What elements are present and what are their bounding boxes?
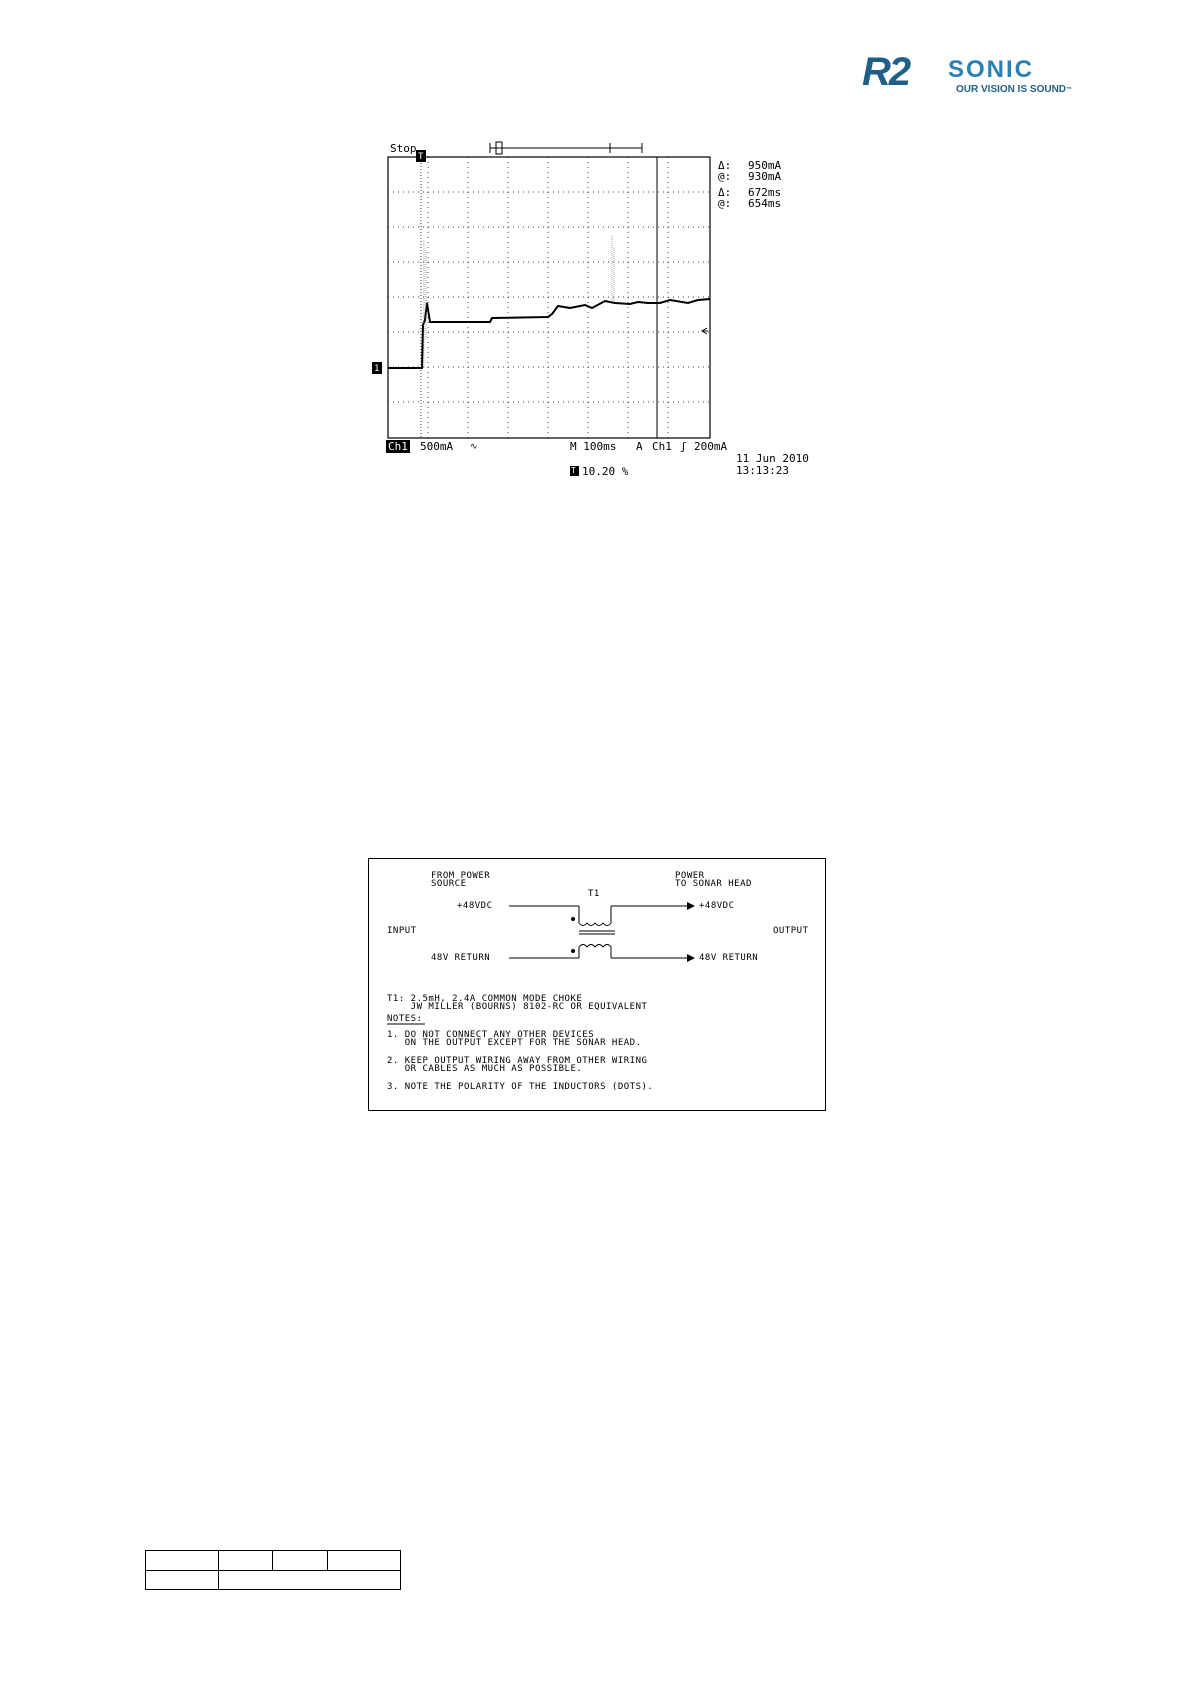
- trigger-position: 10.20 %: [582, 465, 629, 478]
- capture-date: 11 Jun 2010: [736, 452, 809, 465]
- return-out-label: 48V RETURN: [699, 953, 759, 963]
- trigger-mode: A: [636, 440, 643, 453]
- oscilloscope-capture: [370, 140, 830, 485]
- vdc-in-label: +48VDC: [457, 901, 493, 911]
- note-2-line-2: OR CABLES AS MUCH AS POSSIBLE.: [387, 1064, 583, 1074]
- from-power-source-label-1: FROM POWER: [431, 871, 491, 881]
- scope-status: Stop: [390, 142, 417, 155]
- logo-r2-mark: R2: [862, 50, 910, 94]
- part-spec-line-1: T1: 2.5mH, 2.4A COMMON MODE CHOKE: [387, 994, 583, 1004]
- part-spec-line-2: JW MILLER (BOURNS) 8102-RC OR EQUIVALENT: [387, 1002, 648, 1012]
- delta-time-value: 672ms: [748, 186, 782, 199]
- input-label: INPUT: [387, 926, 417, 936]
- revision-cell: [146, 1570, 219, 1590]
- power-to-head-label-1: POWER: [675, 871, 705, 881]
- trigger-slope-icon: ʃ: [680, 440, 687, 453]
- channel-label: Ch1: [388, 440, 408, 453]
- note-1-line-1: 1. DO NOT CONNECT ANY OTHER DEVICES: [387, 1030, 595, 1040]
- at-time-value: 654ms: [748, 197, 782, 210]
- note-2-line-1: 2. KEEP OUTPUT WIRING AWAY FROM OTHER WIRING: [387, 1056, 648, 1066]
- revision-table: [145, 1550, 401, 1590]
- revision-cell: [218, 1551, 273, 1571]
- note-3-line-1: 3. NOTE THE POLARITY OF THE INDUCTORS (DOTS).: [387, 1082, 654, 1092]
- trigger-source: Ch1: [652, 440, 672, 453]
- channel-coupling-icon: ∿: [470, 442, 478, 452]
- trigger-marker: T: [418, 152, 424, 162]
- return-in-label: 48V RETURN: [431, 953, 491, 963]
- common-mode-choke-schematic: [368, 858, 826, 1111]
- notes-title: NOTES:: [387, 1014, 423, 1024]
- channel-marker: 1: [374, 364, 380, 374]
- note-1-line-2: ON THE OUTPUT EXCEPT FOR THE SONAR HEAD.: [387, 1038, 642, 1048]
- trigger-level: 200mA: [694, 440, 728, 453]
- logo-sonic-wordmark: SONIC: [948, 56, 1035, 83]
- t1-label: T1: [588, 889, 600, 899]
- timebase: M 100ms: [570, 440, 617, 453]
- output-label: OUTPUT: [773, 926, 809, 936]
- at-time-symbol: @:: [718, 197, 732, 210]
- power-to-head-label-2: TO SONAR HEAD: [675, 879, 752, 889]
- delta-current-value: 950mA: [748, 159, 782, 172]
- vdc-out-label: +48VDC: [699, 901, 735, 911]
- revision-cell: [218, 1570, 400, 1590]
- at-current-value: 930mA: [748, 170, 782, 183]
- delta-time-symbol: Δ:: [718, 186, 732, 199]
- r2sonic-logo: [862, 52, 1072, 98]
- at-current-symbol: @:: [718, 170, 732, 183]
- trigger-position-marker: T: [571, 466, 576, 475]
- delta-current-symbol: Δ:: [718, 159, 732, 172]
- from-power-source-label-2: SOURCE: [431, 879, 467, 889]
- revision-cell: [146, 1551, 219, 1571]
- capture-time: 13:13:23: [736, 464, 789, 477]
- logo-tagline: OUR VISION IS SOUND™: [956, 84, 1073, 95]
- revision-cell: [273, 1551, 328, 1571]
- channel-scale: 500mA: [420, 440, 454, 453]
- revision-cell: [328, 1551, 401, 1571]
